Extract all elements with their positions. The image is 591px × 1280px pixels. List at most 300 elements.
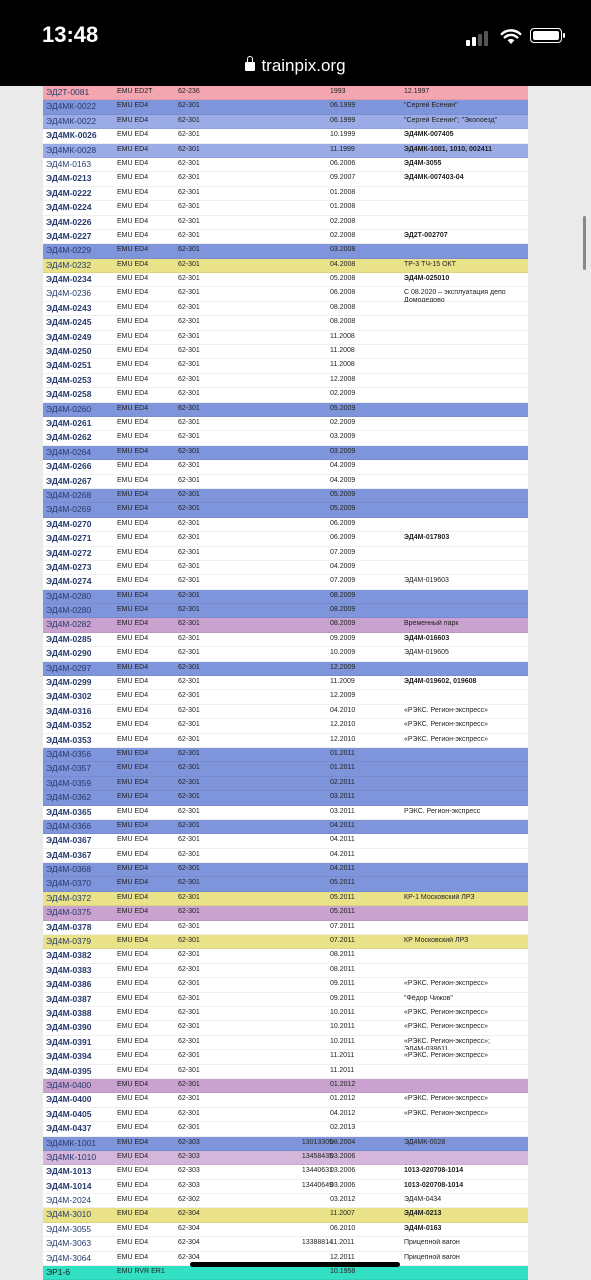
cell-id[interactable]: ЭД4М-0243 bbox=[46, 302, 92, 313]
cell-type: 62-301 bbox=[178, 519, 200, 527]
cell-type: 62-301 bbox=[178, 634, 200, 642]
table-row[interactable] bbox=[43, 604, 528, 618]
cell-id[interactable]: ЭД4М-0271 bbox=[46, 533, 92, 544]
table-row[interactable] bbox=[43, 834, 528, 848]
table-row[interactable] bbox=[43, 1065, 528, 1079]
cell-note: ЭД4МК-0028 bbox=[404, 1138, 446, 1146]
cell-id[interactable]: ЭД4М-0400 bbox=[46, 1079, 92, 1090]
table-row[interactable] bbox=[43, 1021, 528, 1035]
cell-note: РЭКС. Регион-экспресс bbox=[404, 807, 481, 815]
cell-id[interactable]: ЭД4М-0352 bbox=[46, 720, 92, 731]
cell-model: EMU ED4 bbox=[117, 1124, 149, 1132]
table-row[interactable] bbox=[43, 287, 528, 301]
cell-id[interactable]: ЭД4М-0437 bbox=[46, 1123, 92, 1134]
cell-id[interactable]: ЭД4М-0268 bbox=[46, 489, 92, 500]
table-row[interactable] bbox=[43, 532, 528, 546]
table-row[interactable] bbox=[43, 791, 528, 805]
cell-model: EMU ED4 bbox=[117, 1167, 149, 1175]
cell-model: EMU ED4 bbox=[117, 231, 149, 239]
cell-id[interactable]: ЭД4М-0387 bbox=[46, 993, 92, 1004]
table-row[interactable] bbox=[43, 86, 528, 100]
table-row[interactable] bbox=[43, 446, 528, 460]
cell-date: 01.2008 bbox=[330, 188, 356, 196]
table-row[interactable] bbox=[43, 863, 528, 877]
cell-note: ЭД4МК-007403-04 bbox=[404, 174, 464, 182]
table-row[interactable] bbox=[43, 1108, 528, 1122]
table-row[interactable] bbox=[43, 273, 528, 287]
cell-id[interactable]: ЭД4М-0297 bbox=[46, 662, 92, 673]
table-row[interactable] bbox=[43, 503, 528, 517]
cell-type: 62-301 bbox=[178, 749, 200, 757]
cell-type: 62-301 bbox=[178, 159, 200, 167]
cell-id[interactable]: ЭД4М-0382 bbox=[46, 950, 92, 961]
table-row[interactable] bbox=[43, 100, 528, 114]
table-row[interactable] bbox=[43, 158, 528, 172]
cell-id[interactable]: ЭД4М-0250 bbox=[46, 346, 92, 357]
table-row[interactable] bbox=[43, 489, 528, 503]
cell-id[interactable]: ЭД4М-0359 bbox=[46, 777, 92, 788]
cell-id[interactable]: ЭД4М-0236 bbox=[46, 288, 92, 299]
cell-id[interactable]: ЭД4М-0386 bbox=[46, 979, 92, 990]
cell-id[interactable]: ЭД4М-0266 bbox=[46, 461, 92, 472]
cell-date: 06.2006 bbox=[330, 159, 356, 167]
cell-id[interactable]: ЭД4М-0357 bbox=[46, 763, 92, 774]
cell-date: 10.2011 bbox=[330, 1037, 355, 1045]
cell-id[interactable]: ЭД4М-1013 bbox=[46, 1166, 92, 1177]
cell-id[interactable]: ЭД4М-0232 bbox=[46, 259, 92, 270]
cell-id[interactable]: ЭД4М-0379 bbox=[46, 936, 92, 947]
table-row[interactable] bbox=[43, 561, 528, 575]
cell-model: EMU ED4 bbox=[117, 548, 149, 556]
cell-note: «РЭКС. Регион-экспресс» bbox=[404, 1052, 489, 1060]
web-page bbox=[0, 86, 591, 1280]
cell-type: 62-301 bbox=[178, 490, 200, 498]
table-row[interactable] bbox=[43, 403, 528, 417]
cell-type: 62-301 bbox=[178, 649, 200, 657]
cell-id[interactable]: ЭД4М-0227 bbox=[46, 230, 92, 241]
table-row[interactable] bbox=[43, 949, 528, 963]
cell-id[interactable]: ЭД4МК-0022 bbox=[46, 115, 97, 126]
cell-date: 04.2011 bbox=[330, 836, 355, 844]
cell-date: 02.2008 bbox=[330, 231, 356, 239]
table-row[interactable] bbox=[43, 705, 528, 719]
cell-id[interactable]: ЭД4М-0383 bbox=[46, 964, 92, 975]
cell-date: 05.2008 bbox=[330, 275, 356, 283]
table-row[interactable] bbox=[43, 388, 528, 402]
cell-model: EMU ED4 bbox=[117, 591, 149, 599]
table-row[interactable] bbox=[43, 1036, 528, 1050]
cell-type: 62-301 bbox=[178, 476, 200, 484]
cell-id[interactable]: ЭД4М-1014 bbox=[46, 1180, 92, 1191]
table-row[interactable] bbox=[43, 1122, 528, 1136]
cell-id[interactable]: ЭД4М-2024 bbox=[46, 1195, 92, 1206]
table-row[interactable] bbox=[43, 1050, 528, 1064]
table-row[interactable] bbox=[43, 547, 528, 561]
table-row[interactable] bbox=[43, 417, 528, 431]
cell-note: ЭД4М-0213 bbox=[404, 1210, 442, 1218]
cell-date: 01.2012 bbox=[330, 1080, 356, 1088]
table-row[interactable] bbox=[43, 316, 528, 330]
cell-date: 04.2009 bbox=[330, 462, 356, 470]
cell-id[interactable]: ЭД4М-0365 bbox=[46, 806, 92, 817]
cell-model: EMU ED4 bbox=[117, 1196, 149, 1204]
cell-date: 03.2009 bbox=[330, 433, 356, 441]
cell-type: 62-301 bbox=[178, 332, 200, 340]
cell-id[interactable]: ЭД4М-0249 bbox=[46, 331, 92, 342]
cell-note: 1013-020708-1014 bbox=[404, 1181, 464, 1189]
cell-id[interactable]: ЭД4М-0367 bbox=[46, 849, 92, 860]
cell-id[interactable]: ЭД4М-0372 bbox=[46, 892, 92, 903]
cell-date: 08.2009 bbox=[330, 620, 356, 628]
cell-id[interactable]: ЭД4М-0282 bbox=[46, 619, 92, 630]
table-row[interactable] bbox=[43, 762, 528, 776]
cell-id[interactable]: ЭД4М-0395 bbox=[46, 1065, 92, 1076]
cell-id[interactable]: ЭД4М-0285 bbox=[46, 633, 92, 644]
cell-model: EMU ED4 bbox=[117, 1080, 149, 1088]
cell-type: 62-301 bbox=[178, 994, 200, 1002]
cell-id[interactable]: ЭД4М-0378 bbox=[46, 921, 92, 932]
table-row[interactable] bbox=[43, 345, 528, 359]
cell-date: 01.2011 bbox=[330, 764, 355, 772]
cell-type: 62-301 bbox=[178, 462, 200, 470]
cell-id[interactable]: ЭР1-6 bbox=[46, 1267, 71, 1278]
cell-date: 08.2008 bbox=[330, 318, 356, 326]
cell-type: 62-301 bbox=[178, 361, 200, 369]
cell-id[interactable]: ЭД4М-0367 bbox=[46, 835, 92, 846]
cell-note: "Сергей Есенин"; "Экопоезд" bbox=[404, 116, 498, 124]
cell-id[interactable]: ЭД2Т-0081 bbox=[46, 87, 90, 97]
table-row[interactable] bbox=[43, 172, 528, 186]
table-row[interactable] bbox=[43, 431, 528, 445]
cell-id[interactable]: ЭД4М-0391 bbox=[46, 1036, 92, 1047]
table-row[interactable] bbox=[43, 849, 528, 863]
cell-id[interactable]: ЭД4М-0213 bbox=[46, 173, 92, 184]
cell-type: 62-304 bbox=[178, 1210, 200, 1218]
cell-id[interactable]: ЭД4М-0302 bbox=[46, 691, 92, 702]
cell-type: 62-301 bbox=[178, 246, 200, 254]
table-row[interactable] bbox=[43, 618, 528, 632]
cell-date: 06.1999 bbox=[330, 116, 356, 124]
cell-note: "Фёдор Чижов" bbox=[404, 994, 453, 1002]
table-row[interactable] bbox=[43, 1208, 528, 1222]
cell-model: EMU ED4 bbox=[117, 303, 149, 311]
cell-date: 08.2008 bbox=[330, 303, 356, 311]
cell-date: 05.2011 bbox=[330, 908, 355, 916]
table-row[interactable] bbox=[43, 748, 528, 762]
cell-id[interactable]: ЭД4М-0405 bbox=[46, 1108, 92, 1119]
cell-date: 03.2009 bbox=[330, 447, 356, 455]
cell-type: 62-301 bbox=[178, 505, 200, 513]
cell-id[interactable]: ЭД4М-0224 bbox=[46, 202, 92, 213]
browser-url-bar[interactable] bbox=[0, 56, 591, 86]
table-row[interactable] bbox=[43, 633, 528, 647]
table-row[interactable] bbox=[43, 676, 528, 690]
cell-type: 62-301 bbox=[178, 778, 200, 786]
cell-type: 62-301 bbox=[178, 663, 200, 671]
cell-id[interactable]: ЭД4М-0261 bbox=[46, 417, 92, 428]
cell-type: 62-301 bbox=[178, 217, 200, 225]
cell-type: 62-301 bbox=[178, 548, 200, 556]
cell-id[interactable]: ЭД4М-3010 bbox=[46, 1209, 92, 1220]
cell-id[interactable]: ЭД4М-0353 bbox=[46, 734, 92, 745]
cell-note: 12.1997 bbox=[404, 88, 430, 95]
cell-id[interactable]: ЭД4М-0280 bbox=[46, 590, 92, 601]
cell-type: 62-303 bbox=[178, 1181, 200, 1189]
table-row[interactable] bbox=[43, 877, 528, 891]
cell-note: Прицепной вагон bbox=[404, 1253, 460, 1261]
table-row[interactable] bbox=[43, 1151, 528, 1165]
table-row[interactable] bbox=[43, 978, 528, 992]
table-row[interactable] bbox=[43, 1007, 528, 1021]
cell-model: EMU ED4 bbox=[117, 1037, 149, 1045]
cell-model: EMU ED4 bbox=[117, 1009, 149, 1016]
table-row[interactable] bbox=[43, 1093, 528, 1107]
cell-id[interactable]: ЭД4М-0226 bbox=[46, 216, 92, 227]
cell-id[interactable]: ЭД4МК-0028 bbox=[46, 144, 97, 155]
cell-id[interactable]: ЭД4М-0253 bbox=[46, 374, 92, 385]
cell-model: EMU ED4 bbox=[117, 1052, 149, 1060]
cell-id[interactable]: ЭД4М-0270 bbox=[46, 518, 92, 529]
cell-id[interactable]: ЭД4М-0262 bbox=[46, 432, 92, 443]
table-row[interactable] bbox=[43, 115, 528, 129]
cell-model: EMU ED4 bbox=[117, 404, 149, 412]
cell-date: 04.2011 bbox=[330, 850, 355, 858]
cell-model: EMU RVR ER1 bbox=[117, 1268, 165, 1276]
cell-model: EMU ED4 bbox=[117, 879, 149, 887]
table-row[interactable] bbox=[43, 1137, 528, 1151]
cell-id[interactable]: ЭД4МК-1001 bbox=[46, 1137, 97, 1148]
cell-date: 10.1999 bbox=[330, 131, 356, 139]
table-row[interactable] bbox=[43, 1079, 528, 1093]
cell-type: 62-301 bbox=[178, 821, 200, 829]
cell-id[interactable]: ЭД4М-0368 bbox=[46, 864, 92, 875]
table-row[interactable] bbox=[43, 1237, 528, 1251]
cell-model: EMU ED4 bbox=[117, 606, 149, 614]
cell-id[interactable]: ЭД4М-0390 bbox=[46, 1022, 92, 1033]
cell-id[interactable]: ЭД4М-0251 bbox=[46, 360, 92, 371]
cell-model: EMU ED4 bbox=[117, 850, 149, 858]
cell-date: 11.2011 bbox=[330, 1052, 355, 1060]
table-row[interactable] bbox=[43, 259, 528, 273]
table-row[interactable] bbox=[43, 820, 528, 834]
cell-id[interactable]: ЭД4М-0260 bbox=[46, 403, 92, 414]
cell-type: 62-301 bbox=[178, 951, 200, 959]
table-row[interactable] bbox=[43, 935, 528, 949]
cell-date: 12.2009 bbox=[330, 663, 356, 671]
table-row[interactable] bbox=[43, 518, 528, 532]
cell-date: 10.2009 bbox=[330, 649, 356, 657]
cell-id[interactable]: ЭД4М-0234 bbox=[46, 274, 92, 285]
cell-date: 06.1999 bbox=[330, 102, 356, 110]
cell-model: EMU ED4 bbox=[117, 937, 149, 945]
table-row[interactable] bbox=[43, 460, 528, 474]
lock-icon bbox=[245, 62, 255, 71]
cell-date: 08.2004 bbox=[330, 1138, 356, 1146]
cell-id[interactable]: ЭД4М-3055 bbox=[46, 1223, 92, 1234]
cell-type: 62-301 bbox=[178, 591, 200, 599]
cell-id[interactable]: ЭД4М-0356 bbox=[46, 748, 92, 759]
cell-type: 62-302 bbox=[178, 1196, 200, 1204]
table-row[interactable] bbox=[43, 1223, 528, 1237]
cell-id[interactable]: ЭД4М-0388 bbox=[46, 1008, 92, 1018]
cell-date: 12.2010 bbox=[330, 735, 356, 743]
cell-id[interactable]: ЭД4М-0269 bbox=[46, 504, 92, 515]
cell-type: 62-301 bbox=[178, 1109, 200, 1117]
cell-type: 62-301 bbox=[178, 908, 200, 916]
table-row[interactable] bbox=[43, 1180, 528, 1194]
cell-model: EMU ED4 bbox=[117, 821, 149, 829]
table-row[interactable] bbox=[43, 475, 528, 489]
table-row[interactable] bbox=[43, 719, 528, 733]
cell-id[interactable]: ЭД4М-0272 bbox=[46, 547, 92, 558]
table-row[interactable] bbox=[43, 216, 528, 230]
cell-note: «РЭКС. Регион-экспресс» bbox=[404, 706, 489, 714]
cell-date: 03.2006 bbox=[330, 1167, 356, 1175]
table-row[interactable] bbox=[43, 1194, 528, 1208]
cell-type: 62-301 bbox=[178, 692, 200, 700]
cell-model: EMU ED4 bbox=[117, 908, 149, 916]
cell-id[interactable]: ЭД4М-0222 bbox=[46, 187, 92, 198]
cell-date: 09.2011 bbox=[330, 980, 355, 988]
cell-id[interactable]: ЭД4МК-0022 bbox=[46, 101, 97, 112]
table-row[interactable] bbox=[43, 906, 528, 920]
cell-id[interactable]: ЭД4М-0362 bbox=[46, 792, 92, 803]
cell-note: «РЭКС. Регион-экспресс» bbox=[404, 1109, 489, 1117]
table-row[interactable] bbox=[43, 244, 528, 258]
cell-date: 11.2011 bbox=[330, 1066, 355, 1074]
table-row[interactable] bbox=[43, 892, 528, 906]
cell-id[interactable]: ЭД4М-0394 bbox=[46, 1051, 92, 1062]
cell-type: 62-304 bbox=[178, 1239, 200, 1247]
cell-note: ЭД4МК-007405 bbox=[404, 131, 454, 139]
table-row[interactable] bbox=[43, 575, 528, 589]
scrollbar-thumb[interactable] bbox=[583, 216, 586, 270]
cell-id[interactable]: ЭД4М-0280 bbox=[46, 605, 92, 616]
cell-id[interactable]: ЭД4МК-0026 bbox=[46, 130, 97, 141]
cell-type: 62-301 bbox=[178, 260, 200, 268]
cell-model: EMU ED4 bbox=[117, 174, 149, 182]
cell-id[interactable]: ЭД4М-0370 bbox=[46, 878, 92, 889]
cell-date: 07.2011 bbox=[330, 922, 355, 930]
cell-note: ЭД4МК-1001, 1010, 002411 bbox=[404, 145, 493, 153]
table-row[interactable] bbox=[43, 331, 528, 345]
cell-model: EMU ED4 bbox=[117, 1253, 149, 1261]
table-row[interactable] bbox=[43, 187, 528, 201]
cell-type: 62-303 bbox=[178, 1167, 200, 1175]
table-row[interactable] bbox=[43, 374, 528, 388]
table-row[interactable] bbox=[43, 144, 528, 158]
cell-id[interactable]: ЭД4М-0366 bbox=[46, 820, 92, 831]
cell-date: 03.2006 bbox=[330, 1152, 356, 1160]
table-row[interactable] bbox=[43, 690, 528, 704]
cell-type: 62-301 bbox=[178, 735, 200, 743]
table-row[interactable] bbox=[43, 647, 528, 661]
cell-model: EMU ED4 bbox=[117, 332, 149, 340]
cell-model: EMU ED4 bbox=[117, 260, 149, 268]
cell-note: «РЭКС. Регион-экспресс» bbox=[404, 1095, 489, 1103]
home-indicator[interactable] bbox=[190, 1262, 400, 1267]
cell-date: 1993 bbox=[330, 88, 346, 95]
cell-note: ЭД4М-3055 bbox=[404, 159, 442, 167]
table-row[interactable] bbox=[43, 359, 528, 373]
cell-model: EMU ED4 bbox=[117, 447, 149, 455]
cell-model: EMU ED4 bbox=[117, 1095, 149, 1103]
table-row[interactable] bbox=[43, 964, 528, 978]
table-row[interactable] bbox=[43, 806, 528, 820]
cell-id[interactable]: ЭД4М-0400 bbox=[46, 1094, 92, 1105]
cell-model: EMU ED4 bbox=[117, 577, 149, 585]
cell-note: ЭД4М-017803 bbox=[404, 534, 450, 542]
cell-id[interactable]: ЭД4М-0229 bbox=[46, 245, 92, 256]
cell-date: 05.2011 bbox=[330, 893, 355, 901]
cell-model: EMU ED4 bbox=[117, 1138, 149, 1146]
cell-type: 62-301 bbox=[178, 203, 200, 211]
cell-id[interactable]: ЭД4М-0163 bbox=[46, 158, 92, 169]
cell-date: 01.2008 bbox=[330, 203, 356, 211]
cell-id[interactable]: ЭД4М-0375 bbox=[46, 907, 92, 918]
table-row[interactable] bbox=[43, 993, 528, 1007]
table-row[interactable] bbox=[43, 734, 528, 748]
cell-type: 62-301 bbox=[178, 1023, 200, 1031]
table-row[interactable] bbox=[43, 921, 528, 935]
cell-id[interactable]: ЭД4М-3063 bbox=[46, 1238, 92, 1249]
cell-note: ЭД4М-019603 bbox=[404, 577, 449, 585]
cell-id[interactable]: ЭД4М-3064 bbox=[46, 1252, 92, 1263]
table-row[interactable] bbox=[43, 777, 528, 791]
cell-id[interactable]: ЭД4М-0267 bbox=[46, 475, 92, 486]
cell-type: 62-301 bbox=[178, 850, 200, 858]
cell-id[interactable]: ЭД4М-0264 bbox=[46, 446, 92, 457]
cell-id[interactable]: ЭД4М-0299 bbox=[46, 677, 92, 688]
cell-id[interactable]: ЭД4М-0258 bbox=[46, 389, 92, 400]
table-row[interactable] bbox=[43, 201, 528, 215]
cell-type: 62-301 bbox=[178, 1095, 200, 1103]
cell-model: EMU ED4 bbox=[117, 562, 149, 570]
table-row[interactable] bbox=[43, 302, 528, 316]
cell-id[interactable]: ЭД4М-0316 bbox=[46, 705, 92, 716]
cell-type: 62-301 bbox=[178, 764, 200, 772]
cell-id[interactable]: ЭД4М-0290 bbox=[46, 648, 92, 659]
table-row[interactable] bbox=[43, 662, 528, 676]
table-row[interactable] bbox=[43, 129, 528, 143]
table-row[interactable] bbox=[43, 1165, 528, 1179]
table-row[interactable] bbox=[43, 590, 528, 604]
cell-type: 62-301 bbox=[178, 793, 200, 801]
cell-id[interactable]: ЭД4М-0245 bbox=[46, 317, 92, 328]
cell-model: EMU ED4 bbox=[117, 188, 149, 196]
cell-date: 08.2009 bbox=[330, 606, 356, 614]
cell-id[interactable]: ЭД4МК-1010 bbox=[46, 1151, 97, 1162]
cell-id[interactable]: ЭД4М-0273 bbox=[46, 561, 92, 572]
cell-model: EMU ED4 bbox=[117, 145, 149, 153]
cell-model: EMU ED4 bbox=[117, 246, 149, 254]
cell-id[interactable]: ЭД4М-0274 bbox=[46, 576, 92, 587]
cell-type: 62-301 bbox=[178, 188, 200, 196]
cellular-signal-icon bbox=[466, 28, 494, 46]
cell-model: EMU ED4 bbox=[117, 735, 149, 743]
train-list-table bbox=[43, 86, 528, 1280]
cell-model: EMU ED4 bbox=[117, 965, 149, 973]
cell-model: EMU ED4 bbox=[117, 375, 149, 383]
cell-date: 12.2009 bbox=[330, 692, 356, 700]
cell-date: 02.2009 bbox=[330, 418, 356, 426]
cell-model: EMU ED4 bbox=[117, 922, 149, 930]
cell-type: 62-301 bbox=[178, 174, 200, 182]
cell-type: 62-301 bbox=[178, 534, 200, 542]
table-row[interactable] bbox=[43, 230, 528, 244]
cell-date: 12.2010 bbox=[330, 721, 356, 729]
table-row[interactable] bbox=[43, 1266, 528, 1280]
